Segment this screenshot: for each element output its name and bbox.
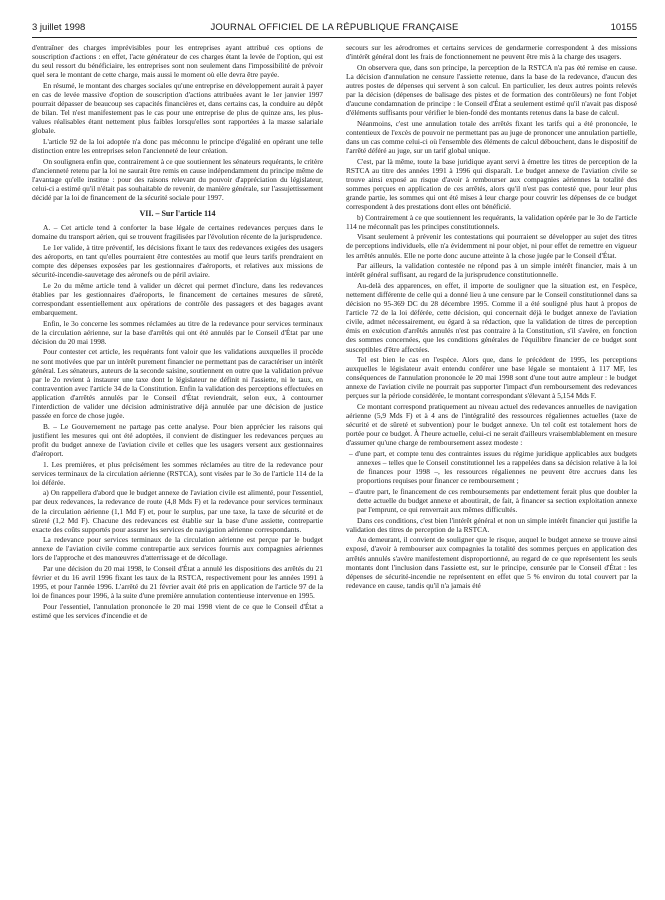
- paragraph: b) Contrairement à ce que soutiennent les requérants, la validation opérée par le 3o de l'article 114 ne méconnaît pas les principes constitutionnels.: [346, 212, 637, 231]
- section-heading: VII. – Sur l'article 114: [139, 209, 216, 219]
- paragraph: B. – Le Gouvernement ne partage pas cette analyse. Pour bien apprécier les raisons qui justifient les mesures qui ont été adoptées, il convient de distinguer les redevances perçues au profit du budget annexe de l'aviation civile et celles que les usagers versent aux gestionnaires d'aéroport.: [32, 421, 323, 458]
- paragraph: Le 2o du même article tend à valider un décret qui permet d'inclure, dans les redevances établies par les gestionnaires d'aéroports, le financement de certaines mesures de sûreté, correspondant essentiellement aux opérations de contrôle des passagers et des bagages avant embarquement.: [32, 280, 323, 318]
- page-header: [32, 22, 637, 38]
- paragraph: En résumé, le montant des charges sociales qu'une entreprise en développement aurait à payer en cas de levée massive d'option de souscription d'actions attribuées avant le 1er janvier 1997 pourrait dépasser de beaucoup ses capacités financières et, dans certains cas, la conduire au dépôt de bilan. Tel n'est manifestement pas le cas pour une entreprise de plus de quinze ans, les plus-values réalisables étant nettement plus faibles lorsqu'elles sont rapportées à la masse salariale globale.: [32, 80, 323, 136]
- paragraph: Par une décision du 20 mai 1998, le Conseil d'État a annulé les dispositions des arrêtés du 21 février et du 16 avril 1996 fixant les taux de la RSTCA, respectivement pour les années 1991 à 1995, et pour l'année 1996. L'arrêté du 21 février avait été pris en application de l'article 97 de la loi de finances pour 1996, à la suite d'une première annulation contentieuse intervenue en 1995.: [32, 564, 323, 601]
- paragraph: secours sur les aérodromes et certains services de gendarmerie correspondent à des missions d'intérêt général dont les frais de fonctionnement ne peuvent être mis à la charge des usagers.: [346, 43, 637, 62]
- header-rule: [32, 37, 637, 38]
- paragraph: A. – Cet article tend à conforter la base légale de certaines redevances perçues dans le domaine du transport aérien, qui se trouvent fragilisées par l'évolution récente de la jurisprudence.: [32, 223, 323, 242]
- paragraph: Le 1er valide, à titre préventif, les décisions fixant le taux des redevances exigées des usagers des aéroports, en tant qu'elles pourraient être contestées au motif que leurs tarifs prendraient en compte des dépenses exposées par les gestionnaires d'aéroports, et relatives aux missions de sécurité-incendie-sauvetage des aéronefs ou de péril aviaire.: [32, 242, 323, 280]
- paragraph: Pour l'essentiel, l'annulation prononcée le 20 mai 1998 vient de ce que le Conseil d'État a estimé que les services d'incendie et de: [32, 601, 323, 621]
- paragraph: Visant seulement à prévenir les contestations qui pourraient se développer au sujet des titres de perceptions individuels, elle n'a évidemment ni pour objet, ni pour effet de remettre en vigueur les arrêtés annulés. Elle ne porte donc aucune atteinte à la chose jugée par le Conseil d'État.: [346, 232, 637, 260]
- paragraph: Dans ces conditions, c'est bien l'intérêt général et non un simple intérêt financier qui justifie la validation des titres de perception de la RSTCA.: [346, 515, 637, 534]
- paragraph: 1. Les premières, et plus précisément les sommes réclamées au titre de la redevance pour services terminaux de la circulation aérienne (RSTCA), sont visées par le 3o de l'article 114 de la loi déférée.: [32, 459, 323, 487]
- bullet-item: – d'une part, et compte tenu des contraintes issues du régime juridique applicables aux budgets annexes – telles que le Conseil constitutionnel les a rappelées dans sa décision relative à la loi de finances pour 1998 –, les ressources régaliennes ne peuvent être accrues dans les proportions requises pour financer ce remboursement ;: [349, 449, 637, 486]
- paragraph: Au demeurant, il convient de souligner que le risque, auquel le budget annexe se trouve ainsi exposé, d'avoir à rembourser aux compagnies la totalité des sommes perçues en application des arrêtés annulés s'avère manifestement disproportionné, au regard de ce que représentent les seuls montants dont l'inclusion dans l'assiette est, sur le principe, censurée par le Conseil d'État : les dépenses de sécurité-incendie ne représentent en effet que 5 % environ du total couvert par la redevance en cause, tandis qu'il n'a jamais été: [346, 535, 637, 590]
- bullet-item: – d'autre part, le financement de ces remboursements par endettement ferait plus que doubler la dette actuelle du budget annexe et aboutirait, de fait, à financer sa section exploitation annexe par l'emprunt, ce qui renverrait aux mêmes difficultés.: [349, 486, 637, 515]
- paragraph: d'entraîner des charges imprévisibles pour les entreprises ayant attribué ces options de souscription d'actions : en effet, l'acte générateur de ces charges étant la levée de l'option, qui est du seul ressort du bénéficiaire, les entreprises sont non seulement dans l'impossibilité de prévoir quel sera le montant de cette charge, mais aussi le moment où elle devra être payée.: [32, 43, 323, 80]
- paragraph: a) On rappellera d'abord que le budget annexe de l'aviation civile est alimenté, pour l'essentiel, par deux redevances, la redevance de route (4,8 Mds F) et la redevance pour services terminaux de la circulation aérienne (1,1 Md F) et, pour le surplus, par une taxe, la taxe de sécurité et de sûreté (1,2 Md F). Chacune des redevances est établie sur la base d'une assiette, contrepartie exacte des coûts supportés pour assurer les services de navigation aérienne correspondants.: [32, 488, 323, 534]
- paragraph: C'est, par là même, toute la base juridique ayant servi à émettre les titres de perception de la RSTCA au titre des années 1991 à 1996 qui disparaît. Le budget annexe de l'aviation civile se trouve ainsi exposé au risque d'avoir à rembourser aux compagnies aériennes la totalité des sommes perçues en application de ces arrêtés, alors qu'il n'est pas contesté que, pour leur plus grande partie, les sommes qui ont été mises à leur charge pour couvrir les dépenses de ce budget correspondent à des prestations dont elles ont bénéficié.: [346, 156, 637, 212]
- paragraph: On observera que, dans son principe, la perception de la RSTCA n'a pas été remise en cause. La décision d'annulation ne censure l'assiette retenue, dans la base de la redevance, d'aucun des autres postes de dépenses qui servent à son calcul. En particulier, les deux autres points relevés par la décision (dépenses de balisage des pistes et de formation des contrôleurs) ne font l'objet d'aucune condamnation de principe : le Conseil d'État a seulement estimé qu'il n'avait pas disposé d'éléments suffisants pour vérifier le bien-fondé des montants retenus dans la base de calcul.: [346, 62, 637, 118]
- header-title: JOURNAL OFFICIEL DE LA RÉPUBLIQUE FRANÇAISE: [210, 22, 459, 33]
- paragraph: L'article 92 de la loi adoptée n'a donc pas méconnu le principe d'égalité en opérant une telle distinction entre les entreprises selon l'ancienneté de leur création.: [32, 136, 323, 156]
- header-page-number: 10155: [610, 22, 637, 33]
- paragraph: La redevance pour services terminaux de la circulation aérienne est perçue par le budget annexe de l'aviation civile comme contrepartie aux services fournis aux compagnies aériennes lors de l'approche et des manœuvres d'atterrissage et de décollage.: [32, 535, 323, 563]
- paragraph: Néanmoins, c'est une annulation totale des arrêtés fixant les tarifs qui a été prononcée, le contentieux de l'excès de pouvoir ne permettant pas au juge de prononcer une annulation partielle, dans un cas comme celui-ci où l'ensemble des éléments de calcul débouchent, dans le dispositif de l'arrêté déféré au juge, sur un tarif global unique.: [346, 118, 637, 156]
- paragraph: Par ailleurs, la validation contestée ne répond pas à un simple intérêt financier, mais à un intérêt général suffisant, au regard de la jurisprudence constitutionnelle.: [346, 261, 637, 280]
- paragraph: Tel est bien le cas en l'espèce. Alors que, dans le précédent de 1995, les perceptions auxquelles le législateur avait entendu conférer une base légale se montaient à 117 MF, les conséquences de l'annulation prononcée le 20 mai 1998 sont d'une tout autre ampleur : le budget annexe de l'aviation civile ne pourrait pas supporter l'impact d'un remboursement des redevances perçues sur la période considérée, le montant correspondant s'élevant à 5,154 Mds F.: [346, 355, 637, 401]
- paragraph: On soulignera enfin que, contrairement à ce que soutiennent les sénateurs requérants, le critère d'ancienneté retenu par la loi ne saurait être remis en cause indépendamment du principe même de l'avantage qu'elle institue : pour des raisons relevant du pouvoir d'appréciation du législateur, celui-ci a estimé qu'il n'était pas souhaitable de revenir, de manière générale, sur l'assujettissement décidé par la loi de financement de la sécurité sociale pour 1997.: [32, 156, 323, 202]
- paragraph: Au-delà des apparences, en effet, il importe de souligner que la situation est, en l'espèce, nettement différente de celle qui a donné lieu à une censure par le Conseil constitutionnel dans sa décision no 95-369 DC du 28 décembre 1995. Comme il a été souligné plus haut à propos de l'article 72 de la loi déférée, cette décision, qui concernait déjà le budget annexe de l'aviation civile, admet nécessairement, eu égard à sa rédaction, que la validation de titres de perception émis en exécution d'arrêtés annulés n'est pas contraire à la Constitution, s'il s'avère, en fonction des sommes concernées, que les conditions générales de l'équilibre financier de ce budget sont susceptibles d'être affectées.: [346, 280, 637, 354]
- paragraph: Enfin, le 3o concerne les sommes réclamées au titre de la redevance pour services terminaux de la circulation aérienne, sur la base d'arrêtés qui ont été annulés par le Conseil d'État par une décision du 20 mai 1998.: [32, 318, 323, 346]
- left-column: [32, 43, 323, 893]
- paragraph: Pour contester cet article, les requérants font valoir que les validations auxquelles il procède ne sont motivées que par un intérêt purement financier ne permettant pas de caractériser un intérêt général. Les sénateurs, auteurs de la seconde saisine, soutiennent en outre que la validation prévue par le 2o revient à instaurer une taxe dont le législateur ne définit ni l'assiette, ni le taux, en contravention avec l'article 34 de la Constitution. Enfin la validation des perceptions effectuées en application d'arrêtés annulés par le Conseil d'État reviendrait, selon eux, à contourner l'interdiction de valider une décision administrative déjà annulée par une décision de justice passée en force de chose jugée.: [32, 347, 323, 421]
- right-column: [346, 43, 637, 893]
- header-date: 3 juillet 1998: [32, 22, 86, 33]
- paragraph: Ce montant correspond pratiquement au niveau actuel des redevances annuelles de navigation aérienne (5,9 Mds F) et à 4 ans de l'intégralité des ressources régaliennes actuelles (taxe de sécurité et de sûreté et subvention) pour le budget annexe. Un tel coût est totalement hors de portée pour ce budget. À l'heure actuelle, celui-ci ne serait d'ailleurs vraisemblablement en mesure d'assumer qu'une charge de remboursement assez modeste :: [346, 402, 637, 448]
